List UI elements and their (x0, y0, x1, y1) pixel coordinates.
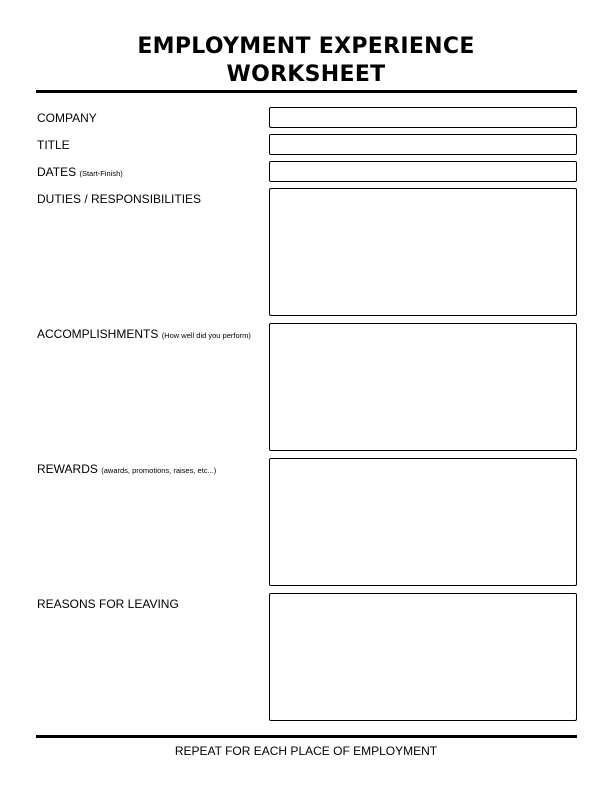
company-label (37, 111, 97, 125)
company-field[interactable] (269, 107, 577, 128)
company-label-text: COMPANY (37, 111, 97, 125)
rewards-label-text: REWARDS (37, 462, 98, 476)
reasons-field[interactable] (269, 593, 577, 721)
dates-label (37, 165, 123, 181)
worksheet-title-line-2: WORKSHEET (226, 62, 386, 87)
accomplishments-label (37, 327, 251, 343)
duties-field[interactable] (269, 188, 577, 316)
top-divider (36, 90, 577, 93)
accomplishments-field[interactable] (269, 323, 577, 451)
title-label-text: TITLE (37, 138, 70, 152)
dates-label-text: DATES (37, 165, 77, 179)
footer-instruction: REPEAT FOR EACH PLACE OF EMPLOYMENT (174, 744, 438, 758)
dates-field[interactable] (269, 161, 577, 182)
accomplishments-label-text: ACCOMPLISHMENTS (37, 327, 159, 341)
title-label (37, 138, 70, 152)
accomplishments-label-note: (How well did you perform) (161, 331, 251, 340)
worksheet-title-line-1: EMPLOYMENT EXPERIENCE (137, 34, 475, 59)
duties-label-text: DUTIES / RESPONSIBILITIES (37, 192, 202, 206)
reasons-label (37, 597, 179, 611)
rewards-field[interactable] (269, 458, 577, 586)
rewards-label (37, 462, 216, 478)
bottom-divider (36, 735, 577, 738)
dates-label-note: (Start-Finish) (79, 169, 123, 178)
rewards-label-note: (awards, promotions, raises, etc...) (101, 466, 217, 475)
duties-label (37, 192, 201, 206)
title-field[interactable] (269, 134, 577, 155)
reasons-label-text: REASONS FOR LEAVING (37, 597, 179, 611)
